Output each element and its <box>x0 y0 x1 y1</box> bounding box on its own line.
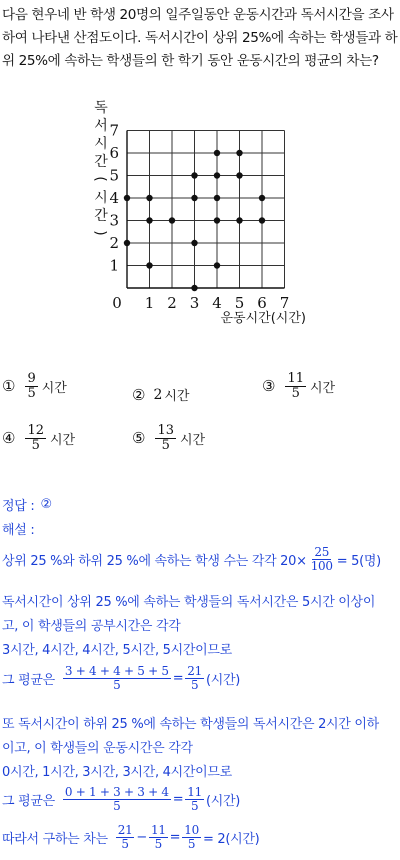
solution-line-7: 이고, 이 학생들의 운동시간은 각각 <box>2 741 193 756</box>
x-tick-label: 1 <box>144 294 155 312</box>
denominator: 5 <box>113 798 121 813</box>
solution-fraction <box>185 786 204 812</box>
choice-1[interactable] <box>2 372 67 400</box>
solution-text: = 2(시간) <box>202 831 260 847</box>
y-axis-label-char: 간 <box>94 154 108 170</box>
solution-fraction <box>149 824 168 850</box>
question-text: 다음 현우네 반 학생 20명의 일주일동안 운동시간과 독서시간을 조사하여 나타낸 산점도이다. 독서시간이 상위 25%에 속하는 학생들과 하위 25%에 속하는 학생들의 한 학기 동안 운동시간의 평균의 차는? <box>2 7 398 69</box>
y-axis-label-char: 시 <box>94 136 108 152</box>
solution-text: 그 평균은 <box>2 793 55 809</box>
solution-line-6: 또 독서시간이 하위 25 %에 속하는 학생들의 독서시간은 2시간 이하 <box>2 717 379 732</box>
data-point <box>124 195 130 201</box>
choice-fraction <box>285 372 306 400</box>
answer-label: 정답 : <box>2 499 35 514</box>
data-point <box>214 150 220 156</box>
numerator: 25 <box>314 545 330 559</box>
data-point <box>259 195 265 201</box>
numerator: 9 <box>27 371 36 386</box>
denominator: 100 <box>310 558 333 573</box>
solution-line-1 <box>2 546 381 572</box>
y-tick-label: 1 <box>109 256 119 275</box>
data-point <box>214 262 220 268</box>
x-tick-label: 2 <box>167 294 177 312</box>
denominator: 5 <box>27 385 36 401</box>
denominator: 5 <box>154 836 162 851</box>
y-tick-label: 6 <box>109 144 119 162</box>
choice-4[interactable] <box>2 424 75 452</box>
solution-line-2: 독서시간이 상위 25 %에 속하는 학생들의 독서시간은 5시간 이상이 <box>2 595 376 610</box>
answer-value: ② <box>40 497 52 512</box>
numerator: 3 + 4 + 4 + 5 + 5 <box>64 664 169 678</box>
x-tick-label: 0 <box>112 294 122 312</box>
y-tick-labels <box>109 122 119 275</box>
solution-text: 상위 25 %와 하위 25 %에 속하는 학생 수는 각각 20× <box>2 553 307 569</box>
data-point <box>236 150 242 156</box>
equals-sign: = <box>172 791 184 807</box>
x-tick-label: 7 <box>279 294 290 312</box>
choice-fraction <box>25 372 37 400</box>
data-point <box>169 217 175 223</box>
solution-fraction <box>63 665 171 691</box>
denominator: 5 <box>187 836 196 851</box>
y-tick-label: 3 <box>109 211 119 230</box>
y-axis-label <box>92 100 108 236</box>
choice-number: ③ <box>262 377 276 396</box>
solution-text: 따라서 구하는 차는 <box>2 831 108 847</box>
minus-sign: − <box>136 829 147 845</box>
choice-unit: 시간 <box>310 380 336 396</box>
choice-2[interactable] <box>132 385 190 404</box>
denominator: 5 <box>190 798 199 813</box>
x-axis-label: 운동시간(시간) <box>220 311 306 326</box>
y-tick-label: 7 <box>109 121 119 140</box>
y-axis-label-char: 간 <box>94 208 108 224</box>
y-axis-label-char: ( <box>92 176 108 182</box>
solution-line-9 <box>2 786 240 812</box>
choice-number: ⑤ <box>132 429 146 448</box>
solution-fraction <box>182 824 201 850</box>
denominator: 5 <box>190 677 199 692</box>
numerator: 13 <box>157 423 174 438</box>
choice-5[interactable] <box>132 424 205 452</box>
denominator: 5 <box>161 437 170 453</box>
data-point <box>146 262 152 268</box>
y-tick-label: 5 <box>109 166 119 185</box>
data-point <box>146 217 152 223</box>
y-axis-label-char: 서 <box>94 118 108 134</box>
solution-label: 해설 : <box>2 523 35 538</box>
denominator: 5 <box>113 677 121 692</box>
data-point <box>191 240 197 246</box>
solution-fraction <box>309 546 335 572</box>
numerator: 11 <box>151 823 166 837</box>
data-point <box>236 217 242 223</box>
solution-fraction <box>185 665 204 691</box>
x-tick-label: 3 <box>189 294 200 312</box>
equals-sign: = <box>172 670 184 686</box>
solution-text: (시간) <box>205 793 241 809</box>
solution-line-4: 3시간, 4시간, 4시간, 5시간, 5시간이므로 <box>2 643 232 658</box>
choice-number: ② <box>132 385 146 404</box>
x-tick-labels <box>112 294 289 312</box>
data-point <box>191 172 197 178</box>
data-point <box>191 285 197 291</box>
choice-number: ① <box>2 377 16 396</box>
choice-fraction <box>25 424 46 452</box>
numerator: 21 <box>187 664 202 678</box>
denominator: 5 <box>291 385 300 401</box>
numerator: 21 <box>117 823 133 837</box>
y-axis-label-char: ) <box>92 230 108 236</box>
y-axis-label-char: 독 <box>94 100 108 116</box>
choice-unit: 시간 <box>164 389 190 404</box>
solution-text: = 5(명) <box>336 553 381 569</box>
data-point <box>236 172 242 178</box>
data-point <box>146 195 152 201</box>
solution-line-3: 고, 이 학생들의 공부시간은 각각 <box>2 619 181 634</box>
solution-line-10 <box>2 824 259 850</box>
solution-line-5 <box>2 665 240 691</box>
data-point <box>214 195 220 201</box>
solution-fraction <box>116 824 135 850</box>
data-point <box>214 217 220 223</box>
solution-fraction <box>63 786 171 812</box>
data-point <box>191 195 197 201</box>
data-point <box>259 217 265 223</box>
numerator: 12 <box>27 423 44 438</box>
solution-line-8: 0시간, 1시간, 3시간, 3시간, 4시간이므로 <box>2 765 232 780</box>
x-tick-label: 6 <box>257 294 267 312</box>
equals-sign: = <box>169 829 181 845</box>
data-point <box>214 172 220 178</box>
data-point <box>124 240 130 246</box>
scatter-plot <box>0 100 320 332</box>
numerator: 10 <box>184 823 199 837</box>
choice-fraction <box>155 424 176 452</box>
answer-line <box>2 495 52 514</box>
solution-text: (시간) <box>205 672 241 688</box>
denominator: 5 <box>121 836 129 851</box>
denominator: 5 <box>31 437 40 453</box>
choice-3[interactable] <box>262 372 335 400</box>
choice-unit: 시간 <box>50 432 76 448</box>
numerator: 11 <box>187 785 202 799</box>
x-tick-label: 5 <box>234 294 245 312</box>
numerator: 11 <box>287 371 304 386</box>
choice-value: 2 <box>153 386 163 403</box>
y-tick-label: 2 <box>109 234 119 252</box>
numerator: 0 + 1 + 3 + 3 + 4 <box>64 785 169 799</box>
choice-number: ④ <box>2 429 16 448</box>
choice-unit: 시간 <box>180 432 206 448</box>
solution-text: 그 평균은 <box>2 672 55 688</box>
choice-unit: 시간 <box>41 380 67 396</box>
y-axis-label-char: 시 <box>94 190 108 206</box>
y-tick-label: 4 <box>109 189 119 207</box>
x-tick-label: 4 <box>212 294 222 312</box>
